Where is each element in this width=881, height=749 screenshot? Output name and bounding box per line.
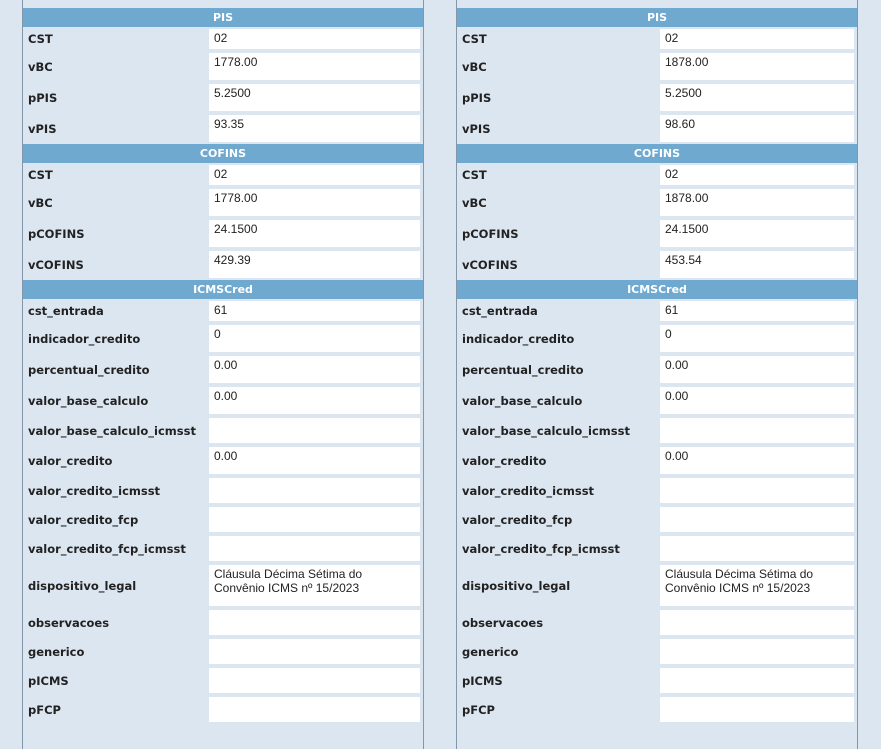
field-row-dispositivo-legal [23,563,423,608]
field-label: valor_base_calculo_icmsst [28,423,196,438]
field-label: generico [462,644,519,659]
field-label: indicador_credito [28,331,141,346]
field-label: pPIS [28,90,58,105]
field-value [209,668,420,693]
field-label: valor_credito_icmsst [462,483,595,498]
section-header-pis: PIS [457,8,857,27]
field-row-ppis [23,82,423,113]
field-row-observacoes [23,608,423,637]
field-row-vbc [457,187,857,218]
field-row-valor-base-calculo [457,385,857,416]
field-label: observacoes [28,615,110,630]
field-label: CST [28,32,53,46]
field-row-percentual-credito [23,354,423,385]
field-value: 5.2500 [660,84,854,111]
field-row-picms [457,666,857,695]
field-value [209,507,420,532]
field-row-indicador-credito [23,323,423,354]
field-value: 02 [209,29,420,49]
field-label: valor_credito_fcp_icmsst [28,541,186,556]
field-value: 24.1500 [660,220,854,247]
field-row-valor-base-calculo-icmsst [23,416,423,445]
field-label: observacoes [462,615,544,630]
field-value: 5.2500 [209,84,420,111]
field-value [660,536,854,561]
field-value [660,507,854,532]
field-row-cst-entrada [457,299,857,323]
field-label: pFCP [28,702,61,717]
field-label: vCOFINS [28,257,84,272]
field-value: 24.1500 [209,220,420,247]
field-row-observacoes [457,608,857,637]
field-value [660,639,854,664]
field-value: 0.00 [209,387,420,414]
field-value: 0 [660,325,854,352]
field-row-valor-credito [457,445,857,476]
field-row-pcofins [457,218,857,249]
field-row-valor-credito-fcp-icmsst [23,534,423,563]
field-label: valor_credito_icmsst [28,483,161,498]
field-row-valor-credito-fcp [23,505,423,534]
field-label: vBC [28,59,53,74]
field-label: vPIS [28,121,57,136]
field-value: 0.00 [660,447,854,474]
field-value: 0.00 [660,356,854,383]
field-label: valor_credito [462,453,547,468]
panel-top-strip [457,0,857,8]
field-label: vBC [28,195,53,210]
field-row-vcofins [457,249,857,280]
field-value [660,668,854,693]
field-value: 0.00 [209,447,420,474]
field-label: valor_credito_fcp [462,512,573,527]
field-row-generico [457,637,857,666]
field-row-valor-credito-fcp [457,505,857,534]
field-row-pfcp [23,695,423,724]
field-label: valor_base_calculo [462,393,583,408]
field-value: 1778.00 [209,53,420,80]
field-value: 93.35 [209,115,420,142]
right-record-panel [456,0,858,749]
field-row-pfcp [457,695,857,724]
field-label: pCOFINS [28,226,85,241]
field-row-valor-base-calculo [23,385,423,416]
field-label: percentual_credito [28,362,150,377]
field-label: pPIS [462,90,492,105]
field-value [660,610,854,635]
field-value: 02 [209,165,420,185]
field-row-valor-credito-icmsst [23,476,423,505]
field-row-valor-base-calculo-icmsst [457,416,857,445]
section-header-pis: PIS [23,8,423,27]
field-label: indicador_credito [462,331,575,346]
field-label: pICMS [462,673,503,688]
field-row-valor-credito [23,445,423,476]
field-row-vpis [457,113,857,144]
field-label: cst_entrada [28,304,104,318]
field-value: Cláusula Décima Sétima do Convênio ICMS nº 15/2023 [209,565,420,606]
field-value: 453.54 [660,251,854,278]
field-row-generico [23,637,423,666]
field-row-ppis [457,82,857,113]
field-row-valor-credito-icmsst [457,476,857,505]
field-label: CST [462,168,487,182]
field-value: 02 [660,29,854,49]
field-label: vCOFINS [462,257,518,272]
field-row-cst [23,27,423,51]
field-row-dispositivo-legal [457,563,857,608]
field-value [209,697,420,722]
field-row-vbc [23,187,423,218]
field-label: cst_entrada [462,304,538,318]
field-label: valor_base_calculo [28,393,149,408]
field-row-vpis [23,113,423,144]
left-record-panel [22,0,424,749]
field-row-pcofins [23,218,423,249]
section-header-icmscred: ICMSCred [23,280,423,299]
field-label: valor_credito_fcp [28,512,139,527]
field-label: generico [28,644,85,659]
field-label: percentual_credito [462,362,584,377]
panel-top-strip [23,0,423,8]
field-value: 1878.00 [660,53,854,80]
field-label: valor_credito_fcp_icmsst [462,541,620,556]
field-value: 61 [660,301,854,321]
field-value [209,610,420,635]
field-value [660,478,854,503]
field-value: 1878.00 [660,189,854,216]
field-value: 98.60 [660,115,854,142]
field-row-indicador-credito [457,323,857,354]
field-row-picms [23,666,423,695]
section-header-cofins: COFINS [23,144,423,163]
section-header-cofins: COFINS [457,144,857,163]
field-value [660,697,854,722]
field-row-valor-credito-fcp-icmsst [457,534,857,563]
field-value: Cláusula Décima Sétima do Convênio ICMS nº 15/2023 [660,565,854,606]
field-row-percentual-credito [457,354,857,385]
field-row-cst [457,163,857,187]
field-value [209,639,420,664]
field-value: 0.00 [660,387,854,414]
field-label: pFCP [462,702,495,717]
field-row-cst-entrada [23,299,423,323]
section-header-icmscred: ICMSCred [457,280,857,299]
field-value: 0.00 [209,356,420,383]
field-label: vBC [462,59,487,74]
field-label: vPIS [462,121,491,136]
field-row-vbc [457,51,857,82]
field-label: dispositivo_legal [462,578,571,593]
field-value: 1778.00 [209,189,420,216]
field-value: 02 [660,165,854,185]
field-value [209,418,420,443]
field-label: dispositivo_legal [28,578,137,593]
field-row-vbc [23,51,423,82]
field-label: valor_base_calculo_icmsst [462,423,630,438]
field-label: CST [462,32,487,46]
field-value [209,478,420,503]
field-value: 61 [209,301,420,321]
field-label: pCOFINS [462,226,519,241]
field-value [660,418,854,443]
field-label: vBC [462,195,487,210]
field-label: pICMS [28,673,69,688]
field-label: valor_credito [28,453,113,468]
field-value [209,536,420,561]
field-label: CST [28,168,53,182]
field-row-cst [23,163,423,187]
field-row-cst [457,27,857,51]
field-row-vcofins [23,249,423,280]
field-value: 429.39 [209,251,420,278]
field-value: 0 [209,325,420,352]
